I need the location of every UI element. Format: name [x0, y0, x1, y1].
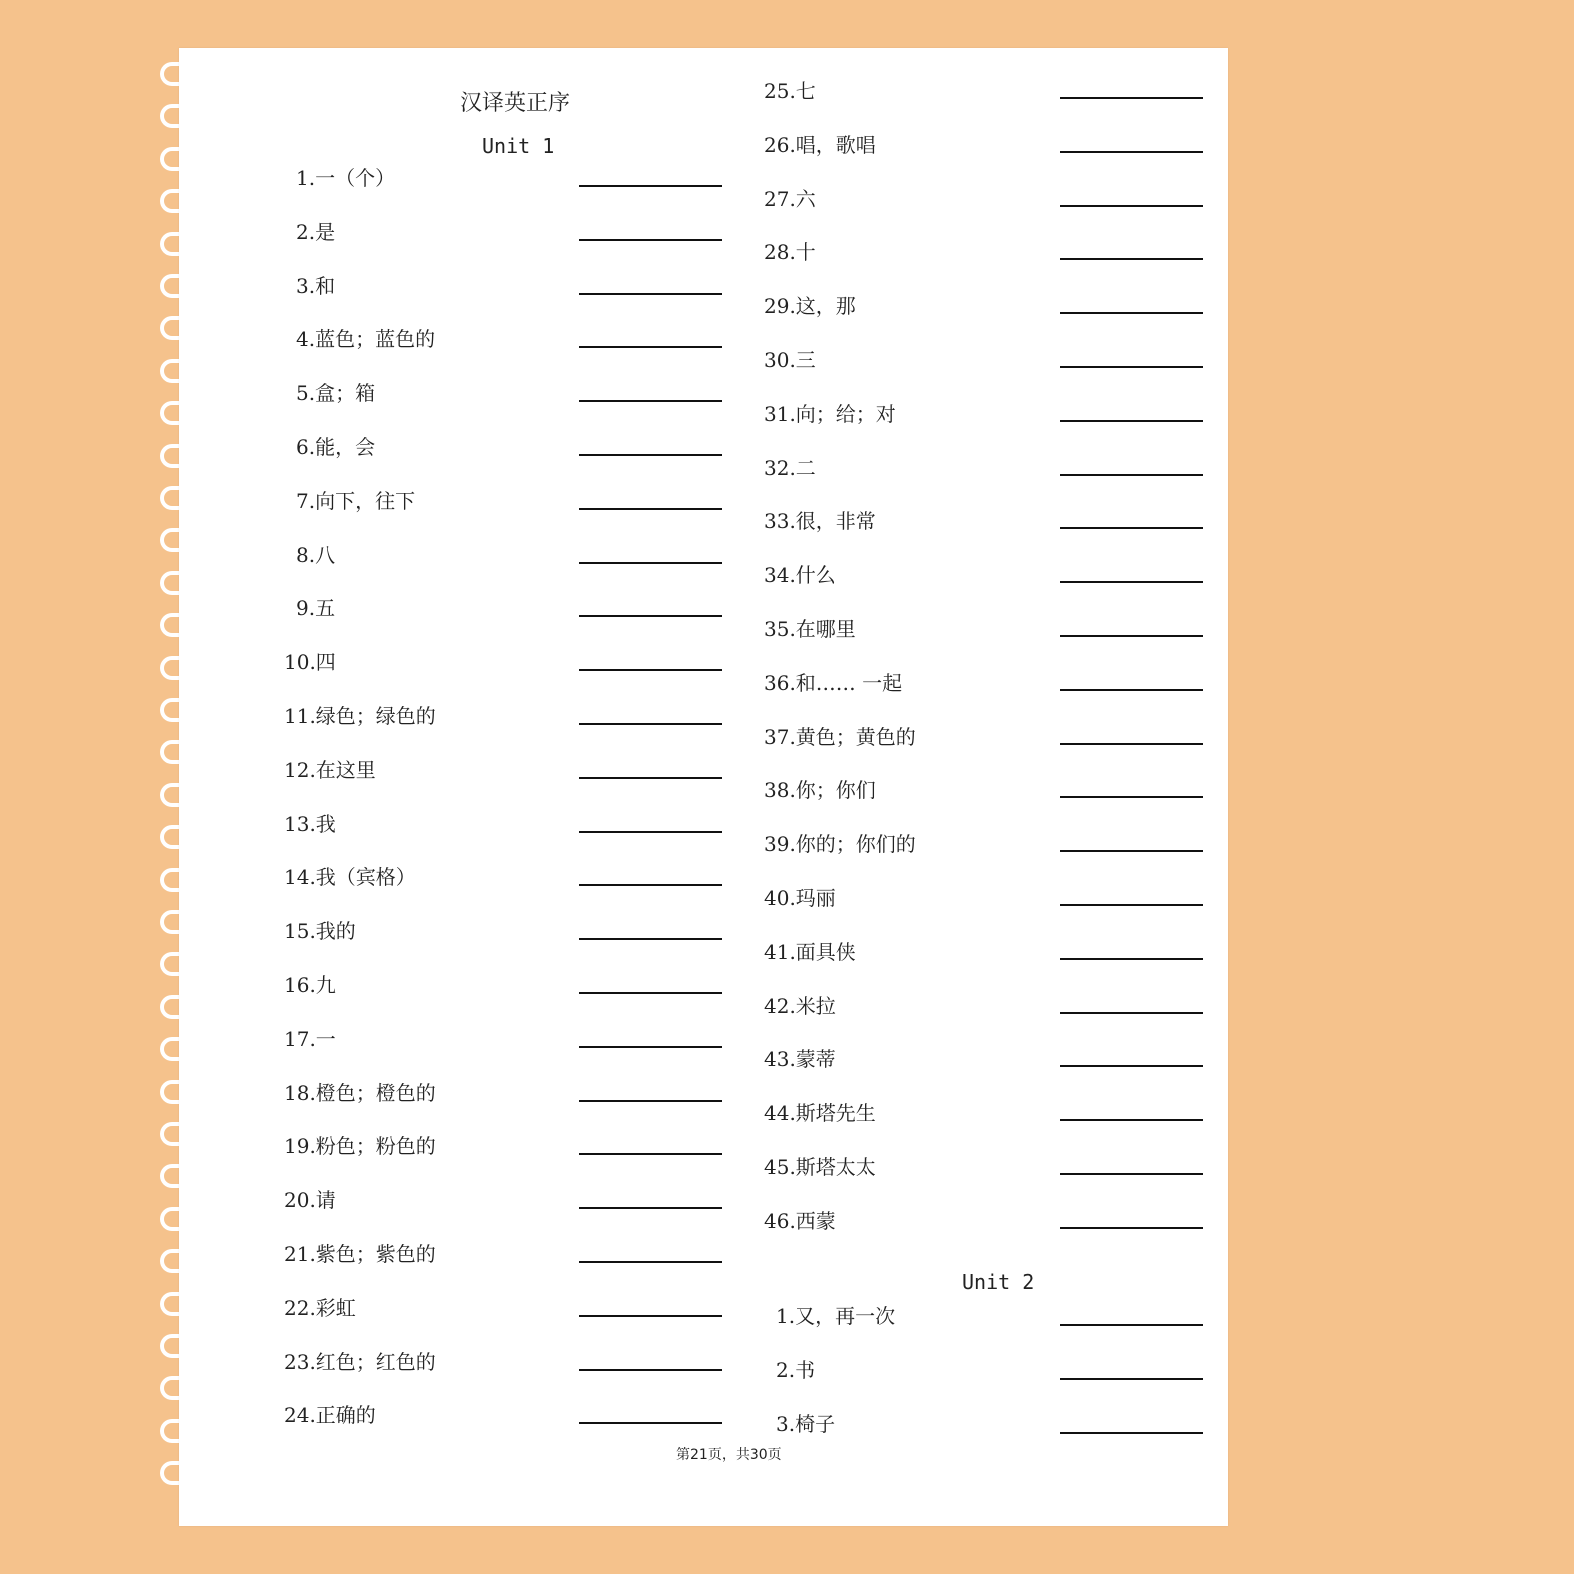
vocab-item: 29.这，那: [764, 294, 856, 319]
vocab-item: 45.斯塔太太: [764, 1155, 876, 1179]
answer-blank[interactable]: [1060, 366, 1203, 368]
answer-blank[interactable]: [1060, 151, 1203, 153]
answer-blank[interactable]: [579, 615, 722, 617]
vocab-item: 32.二: [764, 455, 816, 480]
page-number: 第21页，共30页: [676, 1447, 782, 1463]
vocab-item: 2.是: [296, 219, 336, 244]
answer-blank[interactable]: [1060, 420, 1203, 422]
answer-blank[interactable]: [579, 1261, 722, 1263]
answer-blank[interactable]: [579, 1315, 722, 1317]
vocab-item: 19.粉色；粉色的: [284, 1134, 436, 1159]
answer-blank[interactable]: [1060, 904, 1203, 906]
answer-blank[interactable]: [1060, 635, 1203, 637]
worksheet-title: 汉译英正序: [460, 91, 571, 116]
vocab-item: 1.又，再一次: [776, 1304, 896, 1328]
vocab-item: 38.你；你们: [764, 778, 876, 803]
answer-blank[interactable]: [579, 1046, 722, 1048]
answer-blank[interactable]: [579, 1207, 722, 1209]
answer-blank[interactable]: [1060, 258, 1203, 260]
answer-blank[interactable]: [1060, 1119, 1203, 1121]
answer-blank[interactable]: [579, 723, 722, 725]
vocab-item: 26.唱，歌唱: [764, 132, 876, 157]
answer-blank[interactable]: [579, 239, 722, 241]
vocab-item: 20.请: [284, 1188, 336, 1213]
vocab-item: 37.黄色；黄色的: [764, 724, 916, 749]
answer-blank[interactable]: [1060, 1227, 1203, 1229]
vocab-item: 33.很，非常: [764, 509, 876, 534]
answer-blank[interactable]: [579, 884, 722, 886]
answer-blank[interactable]: [1060, 474, 1203, 476]
vocab-item: 25.七: [764, 79, 816, 103]
vocab-item: 18.橙色；橙色的: [284, 1080, 436, 1105]
vocab-item: 8.八: [296, 542, 336, 567]
answer-blank[interactable]: [1060, 689, 1203, 691]
answer-blank[interactable]: [1060, 1173, 1203, 1175]
answer-blank[interactable]: [579, 508, 722, 510]
vocab-item: 30.三: [764, 348, 816, 372]
vocab-item: 39.你的；你们的: [764, 832, 916, 857]
vocab-item: 46.西蒙: [764, 1208, 836, 1233]
vocab-item: 28.十: [764, 240, 816, 265]
vocab-item: 4.蓝色；蓝色的: [296, 327, 436, 352]
answer-blank[interactable]: [1060, 1432, 1203, 1434]
vocab-item: 9.五: [296, 596, 336, 621]
answer-blank[interactable]: [579, 938, 722, 940]
answer-blank[interactable]: [1060, 743, 1203, 745]
vocab-item: 23.红色；红色的: [284, 1349, 436, 1374]
answer-blank[interactable]: [1060, 312, 1203, 314]
answer-blank[interactable]: [579, 185, 722, 187]
vocab-item: 43.蒙蒂: [764, 1047, 836, 1072]
answer-blank[interactable]: [579, 293, 722, 295]
vocab-item: 36.和…… 一起: [764, 670, 903, 695]
vocab-item: 22.彩虹: [284, 1295, 356, 1320]
answer-blank[interactable]: [579, 400, 722, 402]
answer-blank[interactable]: [579, 777, 722, 779]
vocab-item: 41.面具侠: [764, 939, 856, 964]
answer-blank[interactable]: [579, 346, 722, 348]
answer-blank[interactable]: [1060, 958, 1203, 960]
answer-blank[interactable]: [579, 831, 722, 833]
answer-blank[interactable]: [579, 1422, 722, 1424]
vocab-item: 27.六: [764, 186, 816, 211]
vocab-item: 15.我的: [284, 919, 356, 944]
vocab-item: 44.斯塔先生: [764, 1101, 876, 1126]
vocab-item: 3.和: [296, 273, 336, 298]
answer-blank[interactable]: [1060, 205, 1203, 207]
answer-blank[interactable]: [1060, 1065, 1203, 1067]
answer-blank[interactable]: [579, 562, 722, 564]
answer-blank[interactable]: [1060, 850, 1203, 852]
unit-2-heading: Unit 2: [962, 1270, 1035, 1294]
vocab-item: 35.在哪里: [764, 617, 856, 641]
vocab-item: 34.什么: [764, 563, 836, 588]
vocab-item: 31.向；给；对: [764, 401, 896, 426]
answer-blank[interactable]: [579, 454, 722, 456]
answer-blank[interactable]: [1060, 527, 1203, 529]
vocab-item: 6.能，会: [296, 435, 376, 459]
vocab-item: 11.绿色；绿色的: [284, 704, 436, 728]
answer-blank[interactable]: [1060, 1324, 1203, 1326]
answer-blank[interactable]: [579, 1100, 722, 1102]
vocab-item: 3.椅子: [776, 1411, 836, 1436]
answer-blank[interactable]: [579, 992, 722, 994]
vocab-item: 1.一（个）: [296, 166, 396, 190]
answer-blank[interactable]: [579, 669, 722, 671]
answer-blank[interactable]: [1060, 1378, 1203, 1380]
vocab-item: 40.玛丽: [764, 886, 836, 910]
answer-blank[interactable]: [1060, 1012, 1203, 1014]
answer-blank[interactable]: [579, 1369, 722, 1371]
answer-blank[interactable]: [1060, 97, 1203, 99]
vocab-item: 10.四: [284, 650, 336, 675]
unit-1-heading: Unit 1: [482, 134, 555, 158]
vocab-item: 42.米拉: [764, 993, 836, 1018]
vocab-item: 5.盒；箱: [296, 381, 376, 406]
vocab-item: 17.一: [284, 1026, 336, 1051]
answer-blank[interactable]: [579, 1153, 722, 1155]
vocab-item: 13.我: [284, 811, 336, 836]
answer-blank[interactable]: [1060, 796, 1203, 798]
vocab-item: 16.九: [284, 973, 336, 997]
answer-blank[interactable]: [1060, 581, 1203, 583]
vocab-item: 7.向下，往下: [296, 488, 416, 513]
vocab-item: 24.正确的: [284, 1403, 376, 1428]
vocab-item: 12.在这里: [284, 757, 376, 782]
vocab-item: 2.书: [776, 1357, 816, 1382]
vocab-item: 14.我（宾格）: [284, 865, 416, 890]
vocab-item: 21.紫色；紫色的: [284, 1242, 436, 1266]
